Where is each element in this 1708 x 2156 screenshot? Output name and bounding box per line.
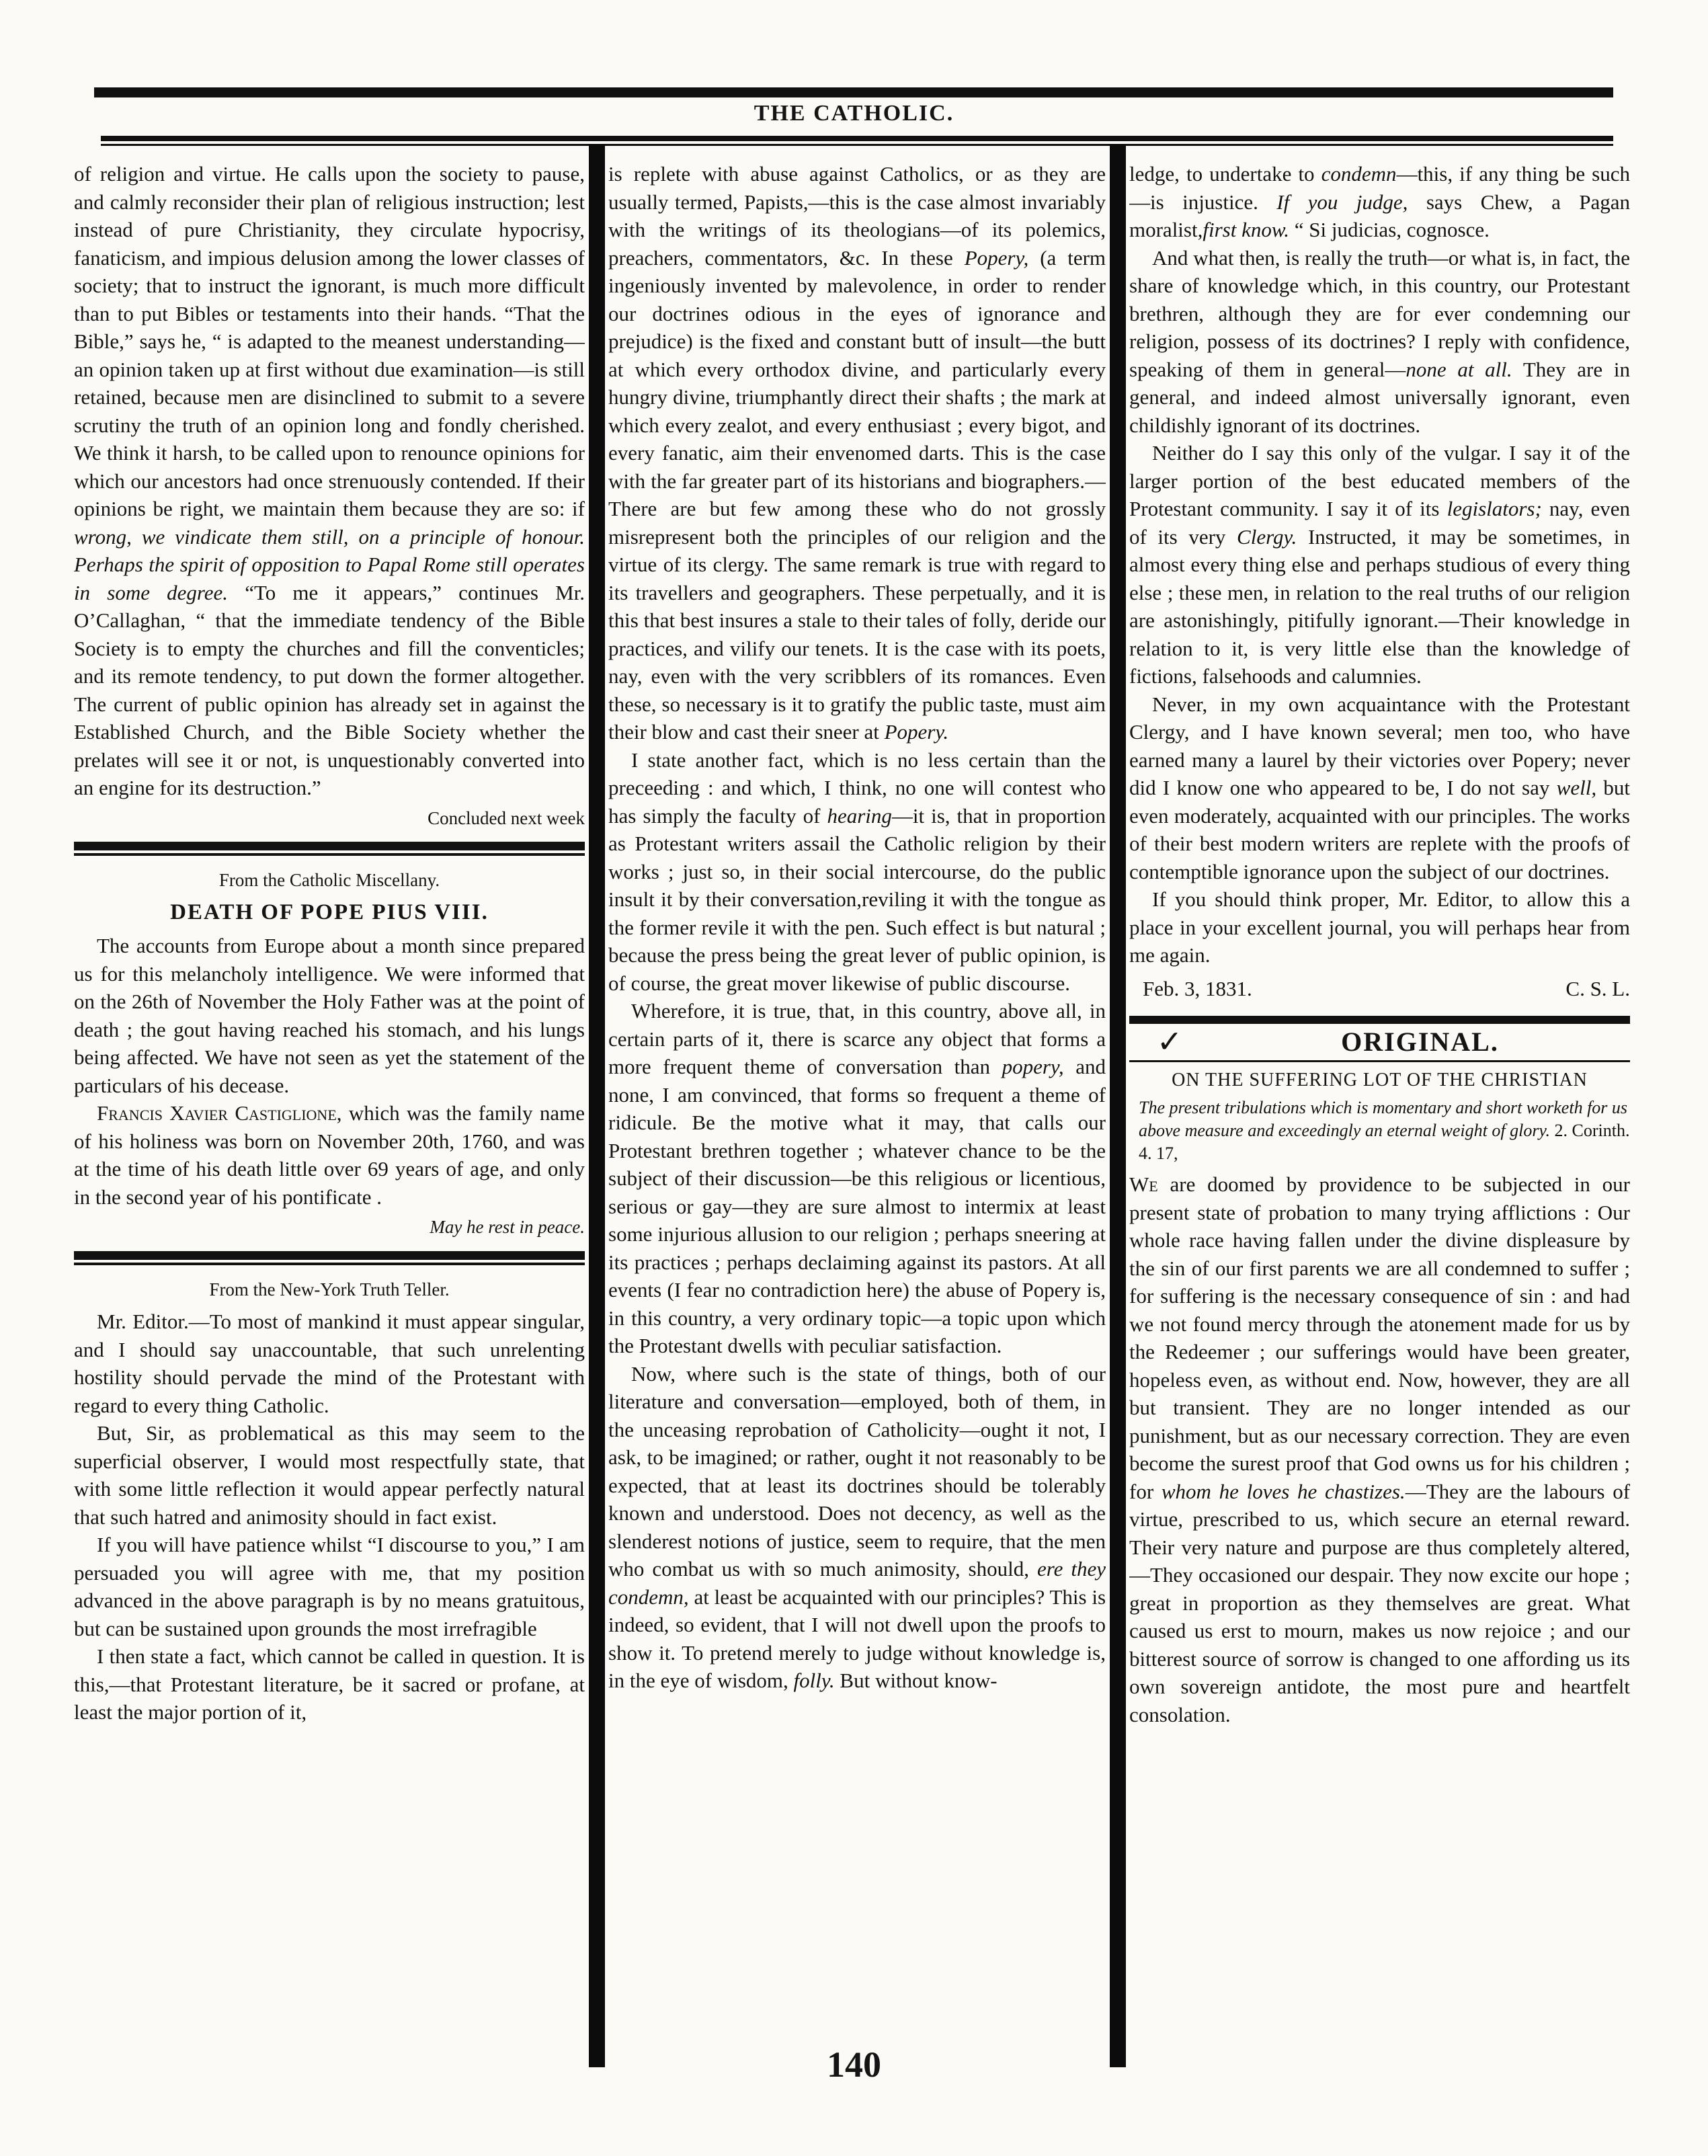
article-closing-line: May he rest in peace.: [430, 1217, 585, 1237]
header-rule-lower: [101, 144, 1613, 146]
column-left: [74, 160, 585, 1995]
article-paragraph: Now, where such is the state of things, both of our literature and conversation—employed, both of them, in the unceasing reprobation of Catholicity—ought it not, I ask, to be imagined; or rather, ought it not reasonably to be expected, that at least its doctrines should be tolerably known and understood. Does not decency, as well as the slenderest notions of justice, seem to require, that the men who combat us with so much animosity, should, ere they condemn, at least be acquainted with our principles? This is indeed, so evident, that I will not dwell upon the proofs to show it. To pretend merely to judge without knowledge is, in the eye of wisdom, folly. But without know-: [608, 1361, 1106, 1692]
column-divider-left: [589, 145, 605, 2067]
section-separator: [74, 1251, 585, 1263]
article-heading: DEATH OF POPE PIUS VIII.: [170, 900, 489, 924]
header-rule-upper: [101, 136, 1613, 141]
essay-paragraph: We are doomed by providence to be subjected in our present state of probation to many trying afflictions : Our whole race having fallen under the divine displeasure by the sin of our first parents we are all condemned to suffer ; for suffering is the necessary consequence of sin : and had we not found mercy through the atonement made for us by the Redeemer ; our sufferings would have been greater, hopeless even, as without end. Now, however, they are all but transient. They are no longer intended as our punishment, but as our necessary correction. They are even become the surest proof that God owns us for his children ; for whom he loves he chastizes.—They are the labours of virtue, prescribed to us, which secure an eternal reward. Their very nature and purpose are thus completely altered,—They occasioned our despair. They now excite our hope ; great in proportion as they themselves are great. What caused us erst to mourn, makes us now rejoice ; and our bitterest source of sorrow is changed to one affording us its own sovereign antidote, the most pure and heartfelt consolation.: [1129, 1172, 1630, 1726]
article-paragraph: Mr. Editor.—To most of mankind it must appear singular, and I should say unaccountable, that such unrelenting hostility should pervade the mind of the Protestant with regard to every thing Catholic.: [74, 1310, 585, 1417]
concluded-next-week-note: Concluded next week: [428, 807, 585, 828]
article-source: From the Catholic Miscellany.: [218, 870, 440, 890]
article-paragraph: Francis Xavier Castiglione, which was the family name of his holiness was born on November 20th, 1760, and was at the time of his death little over 69 years of age, and only in the second year of his pontificate .: [74, 1101, 585, 1209]
original-section-banner: [1129, 1016, 1630, 1062]
letter-initials: C. S. L.: [1565, 976, 1630, 1000]
article-paragraph: Wherefore, it is true, that, in this country, above all, in certain parts of it, there is scarce any object that forms a more frequent theme of conversation than popery, and none, I am convinced, that forms so frequent a theme of ridicule. Be the motive what it may, that calls our Protestant brethren together ; whatever chance to be the subject of their discussion—be this religious or licentious, serious or gay—they are sure almost to intermix at least some injurious allusion to our religion ; perhaps sneering at its practices ; perhaps declaiming against its pastors. At all events (I fear no contradiction here) the abuse of Popery is, in this country, a very ordinary topic—a topic upon which the Protestant dwells with peculiar satisfaction.: [608, 999, 1106, 1357]
article-paragraph: Neither do I say this only of the vulgar. I say it of the larger portion of the best educated members of the Protestant community. I say it of its legislators; nay, even of its very Clergy. Instructed, it may be sometimes, in almost every thing else and perhaps studious of every thing else ; these men, in relation to the real truths of our religion are astonishingly, pitifully ignorant.—Their knowledge in relation to it, is very little else than the knowledge of fictions, falsehoods and calumnies.: [1129, 441, 1630, 688]
article-continued-paragraph: of religion and virtue. He calls upon the society to pause, and calmly reconsider their plan of religious instruction; lest instead of pure Christianity, they circulate hypocrisy, fanaticism, and impious delusion among the lower classes of society; that to instruct the ignorant, is much more difficult than to put Bibles or testaments into their hands. “That the Bible,” says he, “ is adapted to the meanest understanding—an opinion taken up at first without due examination—is still retained, because men are disinclined to submit to a severe scrutiny the truth of an opinion long and fondly cherished. We think it harsh, to be called upon to renounce opinions for which our ancestors had once strenuously contended. If their opinions be right, we maintain them because they are so: if wrong, we vindicate them still, on a principle of honour. Perhaps the spirit of opposition to Papal Rome still operates in some degree. “To me it appears,” continues Mr. O’Callaghan, “ that the immediate tendency of the Bible Society is to empty the churches and fill the conventicles; and its remote tendency, to put down the former altogether. The current of public opinion has already set in against the Established Church, and the Bible Society whether the prelates will see it or not, is unquestionably converted into an engine for its destruction.”: [74, 162, 585, 799]
original-section-title: ORIGINAL.: [1341, 1027, 1499, 1057]
article-paragraph: I then state a fact, which cannot be called in question. It is this,—that Protestant literature, be it sacred or profane, at least the major portion of it,: [74, 1644, 585, 1724]
article-paragraph: But, Sir, as problematical as this may seem to the superficial observer, I would most respectfully state, that with some little reflection it would appear perfectly natural that such hatred and animosity should in fact exist.: [74, 1421, 585, 1529]
article-source: From the New-York Truth Teller.: [209, 1279, 450, 1300]
letter-date: Feb. 3, 1831.: [1143, 976, 1252, 1000]
article-paragraph: ledge, to undertake to condemn—this, if any thing be such—is injustice. If you judge, says Chew, a Pagan moralist,first know. “ Si judicias, cognosce.: [1129, 162, 1630, 241]
essay-epigraph: The present tribulations which is momentary and short worketh for us above measure and exceedingly an eternal weight of glory. 2. Corinth. 4. 17,: [1139, 1098, 1630, 1163]
column-middle: [608, 160, 1106, 1995]
letter-signoff: [1143, 975, 1630, 1003]
article-paragraph: I state another fact, which is no less certain than the preceeding : and which, I think, no one will contest who has simply the faculty of hearing—it is, that in proportion as Protestant writers assail the Catholic religion by their works ; just so, in their social intercourse, do the public insult it by their conversation,reviling it with the tongue as the former revile it with the pen. Such effect is but natural ; because the press being the great lever of public opinion, is of course, the great mover likewise of public discourse.: [608, 748, 1106, 995]
article-paragraph: The accounts from Europe about a month since prepared us for this melancholy intelligence. We were informed that on the 26th of November the Holy Father was at the point of death ; the gout having reached his stomach, and his lungs being affected. We have not seen as yet the statement of the particulars of his decease.: [74, 934, 585, 1097]
running-title: THE CATHOLIC.: [754, 101, 954, 126]
article-paragraph: If you will have patience whilst “I discourse to you,” I am persuaded you will agree with me, that my position advanced in the above paragraph is by no means gratuitous, but can be sustained upon grounds the most irrefragible: [74, 1533, 585, 1640]
essay-title: ON THE SUFFERING LOT OF THE CHRISTIAN: [1172, 1069, 1588, 1090]
section-separator: [74, 842, 585, 853]
page-number: 140: [827, 2044, 881, 2085]
article-paragraph: Never, in my own acquaintance with the Protestant Clergy, and I have known several; men too, who have earned many a laurel by their victories over Popery; never did I know one who appeared to be, I do not say well, but even moderately, acquainted with our principles. The works of their best modern writers are replete with the proofs of contemptible ignorance upon the subject of our doctrines.: [1129, 692, 1630, 883]
top-rule-thick: [94, 87, 1613, 97]
article-paragraph: If you should think proper, Mr. Editor, to allow this a place in your excellent journal, you will perhaps hear from me again.: [1129, 887, 1630, 967]
article-paragraph: And what then, is really the truth—or what is, in fact, the share of knowledge which, in this country, our Protestant brethren, although they are for ever condemning our religion, possess of its doctrines? I reply with confidence, speaking of them in general—none at all. They are in general, and indeed almost universally ignorant, even childishly ignorant of its doctrines.: [1129, 245, 1630, 437]
column-divider-right: [1110, 145, 1126, 2067]
printer-mark-icon: ✓: [1156, 1025, 1183, 1059]
column-right: [1129, 160, 1630, 1995]
article-paragraph: is replete with abuse against Catholics, or as they are usually termed, Papists,—this is the case almost invariably with the writings of its theologians—of its polemics, preachers, commentators, &c. In these Popery, (a term ingeniously invented by malevolence, in order to render our doctrines odious in the eyes of ignorance and prejudice) is the fixed and constant butt of insult—the butt at which every orthodox divine, and particularly every hungry divine, triumphantly direct their shafts ; the mark at which every zealot, and every enthusiast ; every bigot, and every fanatic, aim their envenomed darts. This is the case with the far greater part of its historians and biographers.—There are but few among these who do not grossly misrepresent both the principles of our religion and the virtue of its clergy. The same remark is true with regard to its travellers and geographers. These perpetually, and it is this that best insures a stale to their tales of folly, deride our practices, and vilify our tenets. It is the case with its poets, nay, even with the very scribblers of its romances. Even these, so necessary is it to gratify the public taste, must aim their blow and cast their sneer at Popery.: [608, 162, 1106, 744]
